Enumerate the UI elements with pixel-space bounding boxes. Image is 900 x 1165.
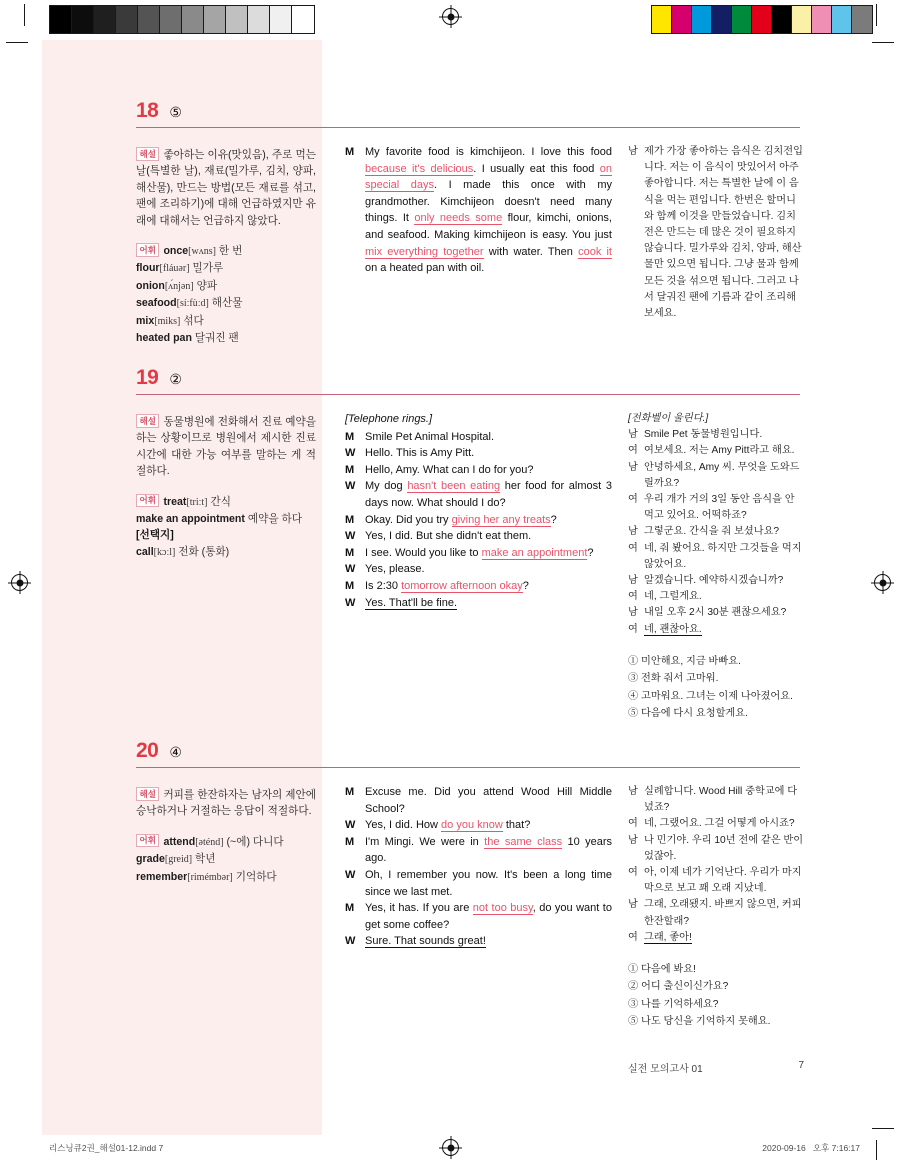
vocabulary-entry bbox=[136, 834, 316, 851]
vocabulary-meaning: 밀가루 bbox=[189, 262, 224, 275]
vocabulary-word: flour bbox=[136, 262, 160, 275]
vocabulary-pronunciation: [síːfùːd] bbox=[176, 298, 209, 310]
speaker-label: W bbox=[345, 480, 356, 493]
vocabulary-word: seafood bbox=[136, 297, 177, 310]
print-footer-timestamp: 2020-09-16 오후 7:16:17 bbox=[762, 1143, 860, 1153]
gray-swatch-11 bbox=[292, 6, 314, 33]
highlighted-key-phrase: the same class bbox=[484, 835, 563, 848]
speaker-label: M bbox=[345, 513, 355, 526]
translation-speaker-label: 남 bbox=[628, 834, 638, 846]
vocabulary-entry bbox=[136, 313, 316, 330]
vocabulary-meaning: 섞다 bbox=[180, 314, 204, 327]
vocabulary-word: treat bbox=[163, 495, 187, 508]
stage-direction: [Telephone rings.] bbox=[345, 413, 433, 425]
vocabulary-pronunciation: [triːt] bbox=[186, 496, 208, 508]
script-line-text bbox=[365, 578, 612, 595]
vocabulary-meaning: 간식 bbox=[207, 495, 231, 508]
explanation-text: 해설 동물병원에 전화해서 진료 예약을 하는 상황이므로 병원에서 제시한 진료 시간에 대한 가능 여부를 말하는 게 적절하다. bbox=[136, 415, 316, 478]
speaker-label: M bbox=[345, 835, 355, 848]
translation-line bbox=[628, 605, 804, 621]
color-swatch-3 bbox=[712, 6, 732, 33]
gray-swatch-10 bbox=[270, 6, 292, 33]
translation-line-text: 그래, 오래됐지. 바쁘지 않으면, 커피 한잔할래? bbox=[644, 899, 802, 927]
script-line bbox=[345, 817, 612, 834]
script-text-run: ? bbox=[587, 546, 594, 559]
speaker-label: W bbox=[345, 447, 356, 460]
translation-speaker-label: 남 bbox=[628, 461, 638, 473]
color-swatch-9 bbox=[832, 6, 852, 33]
vocabulary-word: heated pan bbox=[136, 332, 192, 345]
vocabulary-entry bbox=[136, 527, 316, 543]
vocabulary-meaning: 전화 (통화) bbox=[175, 545, 230, 558]
translation-line-text: 나 민기야. 우리 10년 전에 같은 반이었잖아. bbox=[644, 834, 804, 862]
script-text-run: Yes, I did. But she didn't eat them. bbox=[365, 530, 532, 543]
answer-choice-item: ① 다음에 봐요! bbox=[628, 964, 696, 976]
script-text-run: Is 2:30 bbox=[365, 579, 402, 592]
speaker-label: M bbox=[345, 146, 355, 158]
vocabulary-list bbox=[136, 834, 316, 886]
script-text-run: ? bbox=[522, 579, 529, 592]
translation-stage-direction: [전화벨이 울린다.] bbox=[628, 413, 709, 424]
registration-target-icon-left bbox=[11, 574, 28, 591]
explanation-tag: 해설 bbox=[136, 147, 159, 161]
question-answer-key: ⑤ bbox=[169, 104, 182, 120]
vocabulary-entry bbox=[136, 869, 316, 886]
script-line bbox=[345, 528, 612, 545]
translation-speaker-label: 남 bbox=[628, 146, 638, 157]
explanation-tag: 해설 bbox=[136, 414, 159, 428]
page-footer bbox=[628, 1060, 804, 1075]
vocabulary-entry bbox=[136, 511, 316, 527]
translation-answer-underline: 그래, 좋아! bbox=[644, 931, 692, 943]
vocabulary-pronunciation: [əténd] bbox=[195, 836, 224, 848]
explanation-column bbox=[136, 147, 316, 346]
script-line-text bbox=[365, 561, 612, 578]
translation-line-text: 제가 가장 좋아하는 음식은 김치전입니다. 저는 이 음식이 맛있어서 아주 좋아합니다. 저는 특별한 날에 이 음식을 먹는 편입니다. 한번은 할머니와 함께 이것을 만들었습니다. 김치전은 만드는 데 많은 것이 필요하지 않습니다. 밀가루와 김치, 양파, 해산물만 있으면 됩니다. 그냥 물과 함께 모든 것을 섞으면 됩니다. 그러고 나서 달궈진 팬에 기름과 같이 조리해보세요. bbox=[644, 146, 803, 320]
korean-translation-column bbox=[628, 784, 804, 1031]
translation-speaker-label: 여 bbox=[628, 542, 638, 554]
color-swatch-8 bbox=[812, 6, 832, 33]
color-swatch-5 bbox=[752, 6, 772, 33]
answer-choices-list bbox=[628, 653, 804, 723]
speaker-label: M bbox=[345, 786, 355, 798]
translation-speaker-label: 여 bbox=[628, 931, 638, 943]
translation-line-text: 그렇군요. 간식을 줘 보셨나요? bbox=[644, 526, 780, 538]
script-text-run: with water. Then bbox=[483, 245, 579, 258]
translation-line bbox=[628, 784, 804, 816]
vocabulary-meaning: 해산물 bbox=[208, 297, 243, 310]
vocabulary-meaning: 예약을 하다 bbox=[244, 513, 302, 526]
script-line bbox=[345, 784, 612, 817]
highlighted-key-phrase: not too busy bbox=[472, 902, 533, 915]
vocabulary-tag: 어휘 bbox=[136, 243, 159, 257]
script-line bbox=[345, 595, 612, 612]
answer-choice-item: ④ 고마워요. 그녀는 이제 나아졌어요. bbox=[628, 690, 793, 702]
script-line-text bbox=[365, 528, 612, 545]
registration-target-icon-right bbox=[874, 574, 891, 591]
explanation-text: 해설 커피를 한잔하자는 남자의 제안에 승낙하거나 거절하는 응답이 적절하다. bbox=[136, 788, 316, 818]
answer-choice-item: ② 어디 출신이신가요? bbox=[628, 981, 729, 993]
script-line bbox=[345, 478, 612, 511]
vocabulary-word: mix bbox=[136, 314, 155, 327]
translation-line bbox=[628, 541, 804, 573]
script-line-text bbox=[365, 933, 612, 950]
speaker-label: W bbox=[345, 530, 356, 543]
explanation-text: 해설 좋아하는 이유(맛있음), 주로 먹는 날(특별한 날), 재료(밀가루, 김치, 양파, 해산물), 만드는 방법(모든 재료를 섞고, 팬에 조리하기)에 대해 언급하였지만 유래에 대해서는 언급하지 않았다. bbox=[136, 148, 316, 227]
translation-speaker-label: 여 bbox=[628, 591, 638, 603]
script-line bbox=[345, 834, 612, 867]
explanation-column bbox=[136, 414, 316, 561]
speaker-label: M bbox=[345, 546, 355, 559]
color-swatch-0 bbox=[652, 6, 672, 33]
question-divider-rule bbox=[136, 127, 800, 128]
highlighted-key-phrase: cook it bbox=[578, 245, 612, 258]
question-number: 19 bbox=[136, 366, 159, 389]
translation-speaker-label: 남 bbox=[628, 786, 638, 797]
translation-speaker-label: 남 bbox=[628, 429, 638, 441]
highlighted-key-phrase: make an appointment bbox=[481, 546, 588, 559]
speaker-label: W bbox=[345, 819, 356, 832]
translation-line bbox=[628, 427, 804, 443]
vocabulary-pronunciation: [miks] bbox=[154, 315, 181, 327]
vocabulary-pronunciation: [greid] bbox=[164, 854, 193, 866]
question-answer-key: ② bbox=[169, 371, 182, 387]
print-production-footer bbox=[49, 1142, 860, 1154]
highlighted-key-phrase: tomorrow afternoon okay bbox=[401, 579, 523, 592]
vocabulary-section-label: [선택지] bbox=[136, 529, 174, 542]
translation-line-text: 네, 그랬어요. 그걸 어떻게 아시죠? bbox=[644, 818, 795, 830]
vocabulary-pronunciation: [rimémbər] bbox=[187, 871, 233, 883]
script-text-run: . I usually eat this food bbox=[473, 162, 600, 175]
script-text-run: My dog bbox=[365, 480, 408, 493]
script-text-run: , do you want to get some coffee? bbox=[365, 902, 612, 931]
translation-line-text: 내일 오후 2시 30분 괜찮으세요? bbox=[644, 607, 787, 619]
script-line-text bbox=[365, 478, 612, 511]
script-text-run: flour, kimchi, onions, and seafood. Making kimchijeon is easy. You just bbox=[365, 212, 612, 241]
script-line-text bbox=[365, 512, 612, 529]
color-control-bar bbox=[651, 5, 873, 34]
gray-swatch-0 bbox=[50, 6, 72, 33]
gray-swatch-5 bbox=[160, 6, 182, 33]
registration-target-icon-top bbox=[442, 8, 459, 25]
vocabulary-pronunciation: [wʌns] bbox=[188, 246, 216, 258]
translation-speaker-label: 남 bbox=[628, 607, 638, 619]
script-line bbox=[345, 933, 612, 950]
vocabulary-entry bbox=[136, 278, 316, 295]
translation-speaker-label: 남 bbox=[628, 526, 638, 538]
question-number: 18 bbox=[136, 99, 159, 122]
vocabulary-tag: 어휘 bbox=[136, 494, 159, 508]
translation-line bbox=[628, 833, 804, 865]
translation-line bbox=[628, 897, 804, 929]
translation-line-text: 네, 그럴게요. bbox=[644, 591, 702, 603]
gray-swatch-7 bbox=[204, 6, 226, 33]
vocabulary-entry bbox=[136, 494, 316, 511]
vocabulary-entry bbox=[136, 851, 316, 868]
script-text-run: Yes, please. bbox=[365, 563, 425, 576]
color-swatch-10 bbox=[852, 6, 872, 33]
highlighted-key-phrase: giving her any treats bbox=[451, 513, 551, 526]
crop-mark-top-left-h bbox=[6, 42, 28, 43]
vocabulary-entry bbox=[136, 295, 316, 312]
vocabulary-meaning: 달궈진 팬 bbox=[191, 332, 239, 345]
explanation-tag: 해설 bbox=[136, 787, 159, 801]
translation-line bbox=[628, 573, 804, 589]
script-text-run: Okay. Did you try bbox=[365, 513, 452, 526]
translation-line bbox=[628, 865, 804, 897]
color-swatch-1 bbox=[672, 6, 692, 33]
translation-line bbox=[628, 144, 804, 322]
script-text-run: 10 years ago. bbox=[365, 835, 612, 865]
english-script-column bbox=[345, 411, 612, 611]
translation-line-text: Smile Pet 동물병원입니다. bbox=[644, 429, 763, 441]
vocabulary-meaning: 양파 bbox=[193, 279, 218, 292]
footer-page-number: 7 bbox=[798, 1060, 804, 1071]
translation-line-text: 알겠습니다. 예약하시겠습니까? bbox=[644, 575, 784, 587]
question-divider-rule bbox=[136, 394, 800, 395]
translation-line-text bbox=[644, 930, 804, 946]
answer-choice-item: ⑤ 다음에 다시 요청할게요. bbox=[628, 708, 748, 720]
script-line bbox=[345, 445, 612, 462]
color-swatch-7 bbox=[792, 6, 812, 33]
crop-mark-top-right-h bbox=[872, 42, 894, 43]
gray-swatch-3 bbox=[116, 6, 138, 33]
script-line-text bbox=[365, 144, 612, 277]
crop-mark-top-left-v bbox=[24, 4, 25, 26]
script-line bbox=[345, 429, 612, 446]
translation-line-text: 실례합니다. Wood Hill 중학교에 다녔죠? bbox=[644, 786, 798, 814]
highlighted-key-phrase: hasn't been eating bbox=[407, 480, 501, 493]
translation-speaker-label: 여 bbox=[628, 494, 638, 506]
english-script-column bbox=[345, 144, 612, 277]
translation-line bbox=[628, 443, 804, 459]
script-line-text bbox=[365, 817, 612, 834]
vocabulary-word: onion bbox=[136, 279, 165, 292]
highlighted-key-phrase: mix everything together bbox=[365, 245, 484, 258]
script-line-text bbox=[365, 445, 612, 462]
vocabulary-entry bbox=[136, 260, 316, 277]
vocabulary-entry bbox=[136, 544, 316, 561]
script-line-text bbox=[365, 429, 612, 446]
script-line bbox=[345, 462, 612, 479]
vocabulary-pronunciation: [ʌ́njən] bbox=[164, 280, 194, 292]
script-line bbox=[345, 867, 612, 900]
translation-speaker-label: 남 bbox=[628, 899, 638, 911]
script-text-run: that? bbox=[502, 819, 531, 832]
script-text-run: Excuse me. Did you attend Wood Hill Middle School? bbox=[365, 786, 612, 815]
footer-book-title: 실전 모의고사 01 bbox=[628, 1064, 703, 1075]
speaker-label: W bbox=[345, 868, 356, 881]
translation-line-text: 여보세요. 저는 Amy Pitt라고 해요. bbox=[644, 445, 795, 457]
korean-translation-column bbox=[628, 411, 804, 722]
crop-mark-top-right-v bbox=[876, 4, 877, 26]
crop-mark-bottom-right-v bbox=[876, 1140, 877, 1160]
speaker-label: M bbox=[345, 463, 355, 476]
gray-swatch-4 bbox=[138, 6, 160, 33]
speaker-label: M bbox=[345, 579, 355, 592]
vocabulary-meaning: (~에) 다니다 bbox=[223, 835, 284, 848]
script-line-text bbox=[365, 900, 612, 933]
script-line bbox=[345, 578, 612, 595]
vocabulary-pronunciation: [kɔːl] bbox=[153, 546, 176, 558]
answer-choice-item: ① 미안해요, 지금 바빠요. bbox=[628, 655, 741, 667]
highlighted-key-phrase: do you know bbox=[441, 819, 503, 832]
answer-underline: Yes. That'll be fine. bbox=[365, 596, 457, 609]
translation-line-text bbox=[644, 622, 804, 638]
vocabulary-entry bbox=[136, 330, 316, 346]
answer-choices-list bbox=[628, 961, 804, 1031]
highlighted-key-phrase: because it's delicious bbox=[365, 162, 474, 175]
script-line bbox=[345, 561, 612, 578]
translation-speaker-label: 여 bbox=[628, 623, 638, 635]
answer-choice-item: ⑤ 나도 당신을 기억하지 못해요. bbox=[628, 1016, 771, 1028]
translation-line-text: 네, 줘 봤어요. 하지만 그것들을 먹지 않았어요. bbox=[644, 542, 802, 570]
gray-swatch-9 bbox=[248, 6, 270, 33]
translation-line bbox=[628, 589, 804, 605]
script-text-run: her food for almost 3 days now. What should I do? bbox=[365, 480, 612, 509]
crop-mark-bottom-right-h bbox=[872, 1128, 894, 1129]
script-text-run: I'm Mingi. We were in bbox=[365, 835, 485, 848]
script-text-run: Hello, Amy. What can I do for you? bbox=[365, 463, 534, 476]
answer-choice-item: ③ 나를 기억하세요? bbox=[628, 998, 719, 1010]
speaker-label: M bbox=[345, 902, 355, 915]
vocabulary-word: grade bbox=[136, 853, 165, 866]
script-line-text bbox=[365, 545, 612, 562]
script-line bbox=[345, 512, 612, 529]
translation-line bbox=[628, 622, 804, 638]
answer-choice-item: ③ 전화 줘서 고마워. bbox=[628, 673, 719, 685]
highlighted-key-phrase: only needs some bbox=[414, 212, 503, 225]
highlighted-key-phrase: on special days bbox=[365, 162, 612, 192]
script-line bbox=[345, 900, 612, 933]
speaker-label: W bbox=[345, 935, 356, 948]
gray-swatch-2 bbox=[94, 6, 116, 33]
translation-line bbox=[628, 492, 804, 524]
vocabulary-word: call bbox=[136, 545, 154, 558]
script-text-run: Smile Pet Animal Hospital. bbox=[365, 430, 494, 443]
explanation-column bbox=[136, 787, 316, 886]
color-swatch-4 bbox=[732, 6, 752, 33]
vocabulary-tag: 어휘 bbox=[136, 834, 159, 848]
question-header-18 bbox=[136, 100, 182, 121]
translation-line-text: 아, 이제 네가 기억난다. 우리가 마지막으로 보고 꽤 오래 지났네. bbox=[644, 867, 802, 895]
answer-underline: Sure. That sounds great! bbox=[365, 935, 486, 948]
vocabulary-pronunciation: [fláuər] bbox=[159, 263, 190, 275]
vocabulary-meaning: 한 번 bbox=[215, 245, 243, 258]
translation-speaker-label: 남 bbox=[628, 575, 638, 587]
question-divider-rule bbox=[136, 767, 800, 768]
color-swatch-6 bbox=[772, 6, 792, 33]
gray-swatch-6 bbox=[182, 6, 204, 33]
script-text-run: ? bbox=[550, 513, 557, 526]
vocabulary-word: make an appointment bbox=[136, 513, 245, 526]
korean-translation-column bbox=[628, 144, 804, 322]
color-swatch-2 bbox=[692, 6, 712, 33]
print-footer-filename: 리스닝큐2권_해설01-12.indd 7 bbox=[49, 1143, 164, 1153]
translation-speaker-label: 여 bbox=[628, 445, 638, 457]
script-text-run: I see. Would you like to bbox=[365, 546, 482, 559]
script-line bbox=[345, 144, 612, 277]
script-text-run: Oh, I remember you now. It's been a long time since we last met. bbox=[365, 868, 612, 898]
gray-swatch-1 bbox=[72, 6, 94, 33]
translation-speaker-label: 여 bbox=[628, 867, 638, 879]
script-line-text bbox=[365, 784, 612, 817]
speaker-label: M bbox=[345, 430, 355, 443]
translation-line-text: 안녕하세요, Amy 씨. 무엇을 도와드릴까요? bbox=[644, 461, 800, 489]
english-script-column bbox=[345, 784, 612, 950]
script-text-run: Hello. This is Amy Pitt. bbox=[365, 447, 475, 460]
vocabulary-word: remember bbox=[136, 870, 188, 883]
question-number: 20 bbox=[136, 739, 159, 762]
vocabulary-word: attend bbox=[163, 835, 196, 848]
script-line bbox=[345, 545, 612, 562]
script-text-run: on a heated pan with oil. bbox=[365, 262, 485, 275]
vocabulary-list bbox=[136, 243, 316, 346]
question-answer-key: ④ bbox=[169, 744, 182, 760]
vocabulary-entry bbox=[136, 243, 316, 260]
script-line-text bbox=[365, 595, 612, 612]
translation-line bbox=[628, 816, 804, 832]
translation-line-text: 우리 개가 거의 3일 동안 음식을 안 먹고 있어요. 어떡하죠? bbox=[644, 494, 795, 522]
vocabulary-word: once bbox=[163, 245, 189, 258]
vocabulary-meaning: 기억하다 bbox=[232, 870, 277, 883]
grayscale-step-wedge bbox=[49, 5, 315, 34]
script-text-run: Yes, it has. If you are bbox=[365, 902, 473, 915]
translation-line bbox=[628, 930, 804, 946]
translation-line bbox=[628, 460, 804, 492]
speaker-label: W bbox=[345, 563, 356, 576]
script-text-run: My favorite food is kimchijeon. I love this food bbox=[365, 146, 612, 158]
script-line-text bbox=[365, 834, 612, 867]
script-line-text bbox=[365, 462, 612, 479]
translation-answer-underline: 네, 괜찮아요. bbox=[644, 623, 702, 635]
script-line-text bbox=[365, 867, 612, 900]
speaker-label: W bbox=[345, 596, 356, 609]
translation-speaker-label: 여 bbox=[628, 818, 638, 830]
vocabulary-list bbox=[136, 494, 316, 562]
question-header-19 bbox=[136, 367, 182, 388]
script-text-run: Yes, I did. How bbox=[365, 819, 442, 832]
script-text-run: . I made this once with my grandmother. Kimchijeon doesn't need many things. It bbox=[365, 179, 612, 225]
question-header-20 bbox=[136, 740, 182, 761]
translation-line bbox=[628, 524, 804, 540]
gray-swatch-8 bbox=[226, 6, 248, 33]
vocabulary-meaning: 학년 bbox=[192, 853, 216, 866]
